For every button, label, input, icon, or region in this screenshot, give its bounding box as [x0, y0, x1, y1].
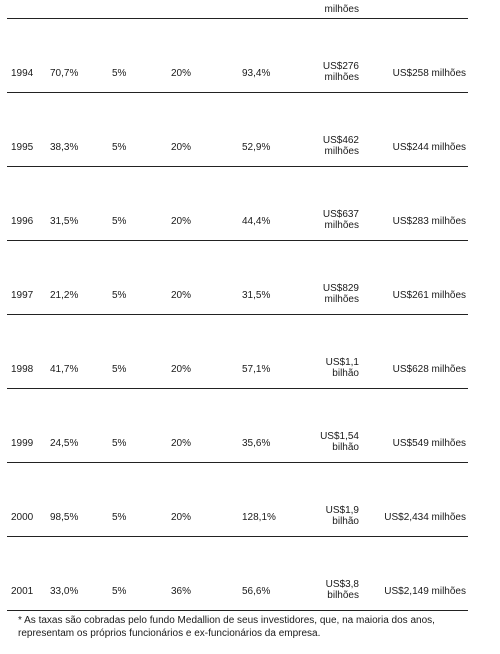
row-return: 24,5% [50, 438, 79, 449]
row-gross-return: 44,4% [242, 216, 271, 227]
row-gross-return: 31,5% [242, 290, 271, 301]
fund-size-unit: bilhões [327, 590, 359, 601]
fund-size-value: US$637 [322, 209, 359, 220]
row-fund-size [326, 579, 359, 601]
fund-size-value: US$276 [322, 61, 359, 72]
row-year: 1996 [11, 216, 34, 227]
row-performance-fee: 20% [171, 290, 192, 301]
row-gross-return: 52,9% [242, 142, 271, 153]
row-performance-fee: 20% [171, 68, 192, 79]
row-profit: US$628 milhões [392, 364, 466, 375]
row-profit: US$549 milhões [392, 438, 466, 449]
row-management-fee: 5% [112, 142, 127, 153]
fund-size-unit: bilhão [332, 368, 359, 379]
row-fund-size [326, 357, 359, 379]
fund-size-unit: milhões [324, 146, 359, 157]
footnote: * As taxas são cobradas pelo fundo Medallion de seus investidores, que, na maioria dos anos, representam os próprios funcionários e ex-funcionários da empresa. [18, 615, 435, 639]
row-year: 1999 [11, 438, 34, 449]
row-management-fee: 5% [112, 68, 127, 79]
row-return: 38,3% [50, 142, 79, 153]
row-divider [7, 536, 468, 537]
row-year: 1998 [11, 364, 34, 375]
row-divider [7, 314, 468, 315]
row-divider [7, 240, 468, 241]
row-return: 21,2% [50, 290, 79, 301]
row-divider [7, 92, 468, 93]
row-year: 2001 [11, 586, 34, 597]
row-divider [7, 462, 468, 463]
row-gross-return: 93,4% [242, 68, 271, 79]
row-management-fee: 5% [112, 438, 127, 449]
row-gross-return: 35,6% [242, 438, 271, 449]
table-bottom-rule [7, 610, 468, 611]
top-fragment: milhões [324, 4, 359, 15]
fund-size-unit: milhões [324, 294, 359, 305]
row-fund-size [323, 283, 359, 305]
fund-size-value: US$1,1 [325, 357, 359, 368]
fund-size-unit: bilhão [332, 442, 359, 453]
row-management-fee: 5% [112, 216, 127, 227]
fund-size-value: US$1,54 [320, 431, 359, 442]
row-return: 70,7% [50, 68, 79, 79]
row-profit: US$2,434 milhões [384, 512, 466, 523]
row-return: 98,5% [50, 512, 79, 523]
row-gross-return: 128,1% [242, 512, 276, 523]
fund-size-value: US$829 [322, 283, 359, 294]
row-return: 41,7% [50, 364, 79, 375]
row-profit: US$258 milhões [392, 68, 466, 79]
row-year: 1994 [11, 68, 34, 79]
row-management-fee: 5% [112, 586, 127, 597]
fund-size-value: US$462 [322, 135, 359, 146]
row-management-fee: 5% [112, 290, 127, 301]
row-performance-fee: 20% [171, 438, 192, 449]
row-gross-return: 57,1% [242, 364, 271, 375]
row-profit: US$244 milhões [392, 142, 466, 153]
row-performance-fee: 20% [171, 216, 192, 227]
fund-size-unit: bilhão [332, 516, 359, 527]
row-management-fee: 5% [112, 364, 127, 375]
row-return: 33,0% [50, 586, 79, 597]
fund-size-value: US$3,8 [325, 579, 359, 590]
row-fund-size [320, 431, 359, 453]
row-fund-size [323, 209, 359, 231]
fund-size-unit: milhões [324, 220, 359, 231]
row-fund-size [323, 61, 359, 83]
row-divider [7, 18, 468, 19]
row-divider [7, 166, 468, 167]
row-year: 1997 [11, 290, 34, 301]
row-year: 2000 [11, 512, 34, 523]
row-divider [7, 388, 468, 389]
row-profit: US$283 milhões [392, 216, 466, 227]
row-fund-size [326, 505, 359, 527]
row-fund-size [323, 135, 359, 157]
row-profit: US$261 milhões [392, 290, 466, 301]
row-performance-fee: 36% [171, 586, 192, 597]
row-management-fee: 5% [112, 512, 127, 523]
fund-size-unit: milhões [324, 72, 359, 83]
row-performance-fee: 20% [171, 142, 192, 153]
row-profit: US$2,149 milhões [384, 586, 466, 597]
row-gross-return: 56,6% [242, 586, 271, 597]
row-performance-fee: 20% [171, 364, 192, 375]
row-return: 31,5% [50, 216, 79, 227]
row-performance-fee: 20% [171, 512, 192, 523]
fund-size-value: US$1,9 [325, 505, 359, 516]
row-year: 1995 [11, 142, 34, 153]
